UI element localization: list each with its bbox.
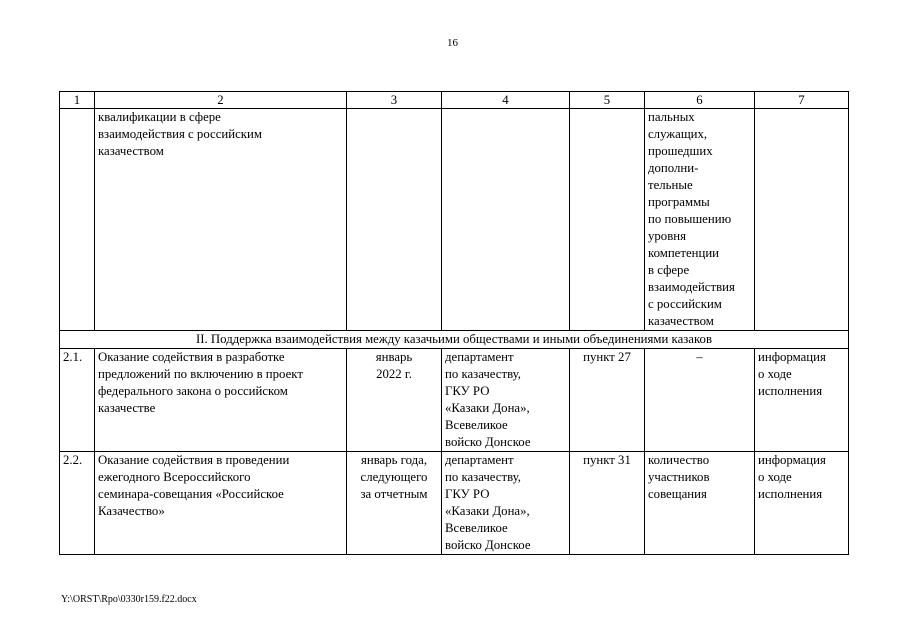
section-row <box>60 331 849 349</box>
event-cell: Оказание содействия в разработке предложений по включению в проект федерального закона о российском казачестве <box>95 349 347 452</box>
event-cell: Оказание содействия в проведении ежегодного Всероссийского семинара-совещания «Российское Казачество» <box>95 452 347 555</box>
event-cell: квалификации в сфере взаимодействия с российским казачеством <box>95 109 347 331</box>
header-cell: 4 <box>442 92 570 109</box>
row-number-cell: 2.2. <box>60 452 95 555</box>
row-number-cell <box>60 109 95 331</box>
executors-cell: департамент по казачеству, ГКУ РО «Казаки Дона», Всевеликое войско Донское <box>442 452 570 555</box>
executors-cell: департамент по казачеству, ГКУ РО «Казаки Дона», Всевеликое войско Донское <box>442 349 570 452</box>
document-table <box>59 91 849 555</box>
indicator-cell: – <box>645 349 755 452</box>
footer-file-path: Y:\ORST\Rpo\0330r159.f22.docx <box>61 594 197 605</box>
clause-cell: пункт 31 <box>570 452 645 555</box>
page-number: 16 <box>447 37 458 49</box>
header-cell: 2 <box>95 92 347 109</box>
term-cell <box>347 109 442 331</box>
term-cell: январь 2022 г. <box>347 349 442 452</box>
result-cell: информация о ходе исполнения <box>755 349 849 452</box>
table-row <box>60 349 849 452</box>
table-header-row <box>60 92 849 109</box>
section-title: II. Поддержка взаимодействия между казачьими обществами и иными объединениями казаков <box>60 331 849 349</box>
clause-cell: пункт 27 <box>570 349 645 452</box>
result-cell <box>755 109 849 331</box>
row-number-cell: 2.1. <box>60 349 95 452</box>
header-cell: 1 <box>60 92 95 109</box>
header-cell: 7 <box>755 92 849 109</box>
table-row <box>60 109 849 331</box>
term-cell: январь года, следующего за отчетным <box>347 452 442 555</box>
indicator-cell: пальных служащих, прошедших дополни- тельные программы по повышению уровня компетенции в сфере взаимодействия с российским казачеством <box>645 109 755 331</box>
result-cell: информация о ходе исполнения <box>755 452 849 555</box>
table-row <box>60 452 849 555</box>
header-cell: 6 <box>645 92 755 109</box>
header-cell: 5 <box>570 92 645 109</box>
executors-cell <box>442 109 570 331</box>
indicator-cell: количество участников совещания <box>645 452 755 555</box>
clause-cell <box>570 109 645 331</box>
header-cell: 3 <box>347 92 442 109</box>
